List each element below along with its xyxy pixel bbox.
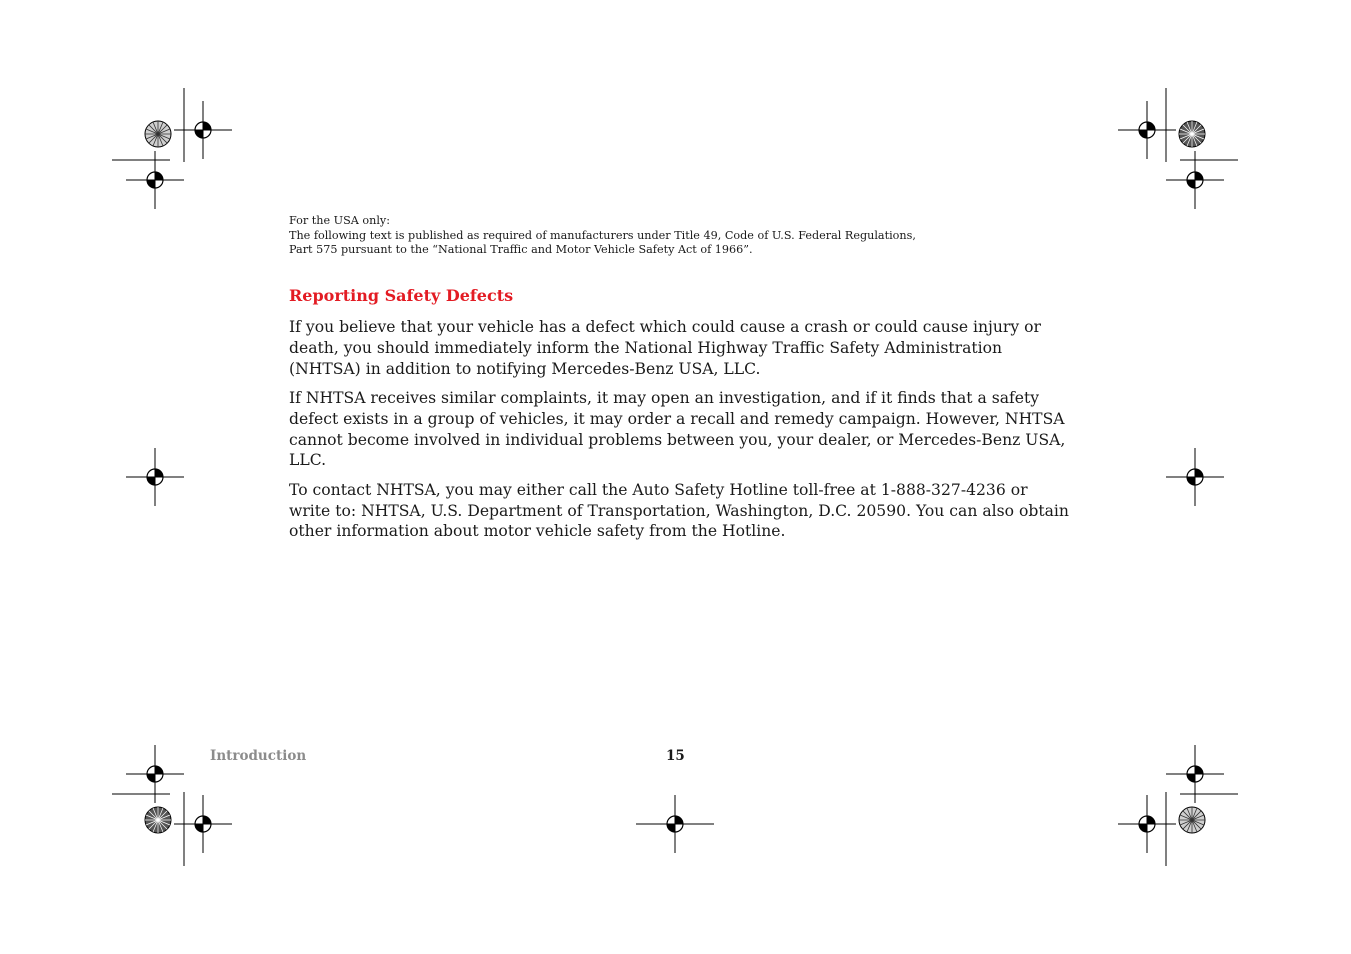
footer-section-label: Introduction bbox=[210, 748, 307, 764]
registration-mark-top-right bbox=[1118, 88, 1238, 209]
registration-mark-middle-left bbox=[126, 448, 184, 506]
registration-mark-top-left bbox=[112, 88, 232, 209]
registration-mark-bottom-center bbox=[636, 795, 714, 853]
section-heading: Reporting Safety Defects bbox=[289, 286, 514, 305]
page-number: 15 bbox=[666, 748, 685, 764]
registration-mark-bottom-right bbox=[1118, 745, 1238, 866]
notice-line: For the USA only: bbox=[289, 214, 391, 227]
paragraph: If you believe that your vehicle has a defect which could cause a crash or could cause injury or death, you should immediately inform the National Highway Traffic Safety Administration (NHTSA) in addition to notifying Mercedes-Benz USA, LLC. bbox=[289, 318, 1041, 378]
notice-line: Part 575 pursuant to the “National Traffic and Motor Vehicle Safety Act of 1966”. bbox=[289, 243, 753, 256]
registration-mark-middle-right bbox=[1166, 448, 1224, 506]
section-body bbox=[289, 317, 1069, 551]
legal-notice bbox=[289, 214, 1009, 258]
paragraph: To contact NHTSA, you may either call the Auto Safety Hotline toll-free at 1-888-327-4236 or write to: NHTSA, U.S. Department of Transportation, Washington, D.C. 20590. You can also obtain other information about motor vehicle safety from the Hotline. bbox=[289, 480, 1069, 541]
paragraph: If NHTSA receives similar complaints, it may open an investigation, and if it finds that a safety defect exists in a group of vehicles, it may order a recall and remedy campaign. However, NHTSA cannot become involved in individual problems between you, your dealer, or Mercedes-Benz USA, LLC. bbox=[289, 388, 1066, 470]
notice-line: The following text is published as required of manufacturers under Title 49, Code of U.S. Federal Regulations, bbox=[289, 228, 916, 242]
